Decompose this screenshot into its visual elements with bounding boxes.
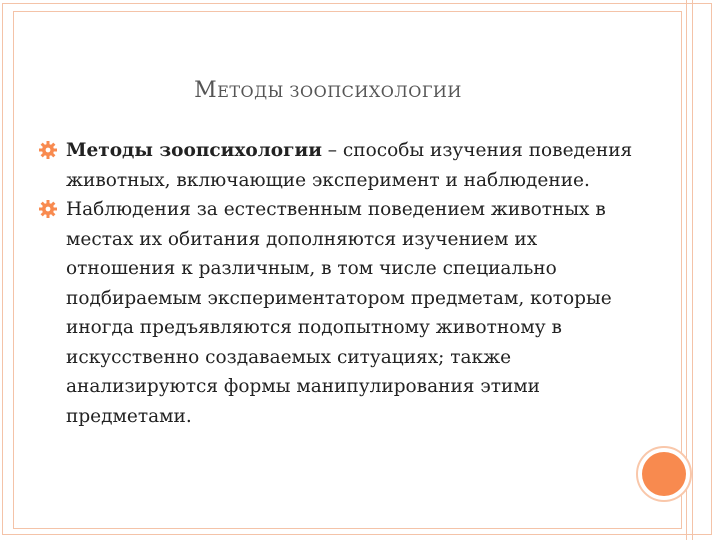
bullet-item	[38, 195, 638, 431]
gear-icon	[38, 140, 58, 160]
frame-line-right-2	[692, 0, 693, 540]
bullet-text: – способы изучения поведения животных, включающие эксперимент и наблюдение.	[66, 140, 633, 191]
title-first-letter: М	[194, 78, 218, 103]
title-rest: ЕТОДЫ ЗООПСИХОЛОГИИ	[217, 82, 462, 101]
bullet-text: Наблюдения за естественным поведением животных в местах их обитания дополняются изучением их отношения к различным, в том числе специально подбираемым экспериментатором предметам, которые иногда предъявляются подопытному животному в искусственно создаваемых ситуациях; также анализируются формы манипулирования этими предметами.	[66, 199, 612, 427]
gear-icon	[38, 199, 58, 219]
decorative-circle	[642, 452, 686, 496]
bullet-item	[38, 136, 638, 195]
bullet-list	[38, 136, 638, 431]
bullet-term: Методы зоопсихологии	[66, 140, 322, 161]
slide-title	[0, 78, 656, 103]
